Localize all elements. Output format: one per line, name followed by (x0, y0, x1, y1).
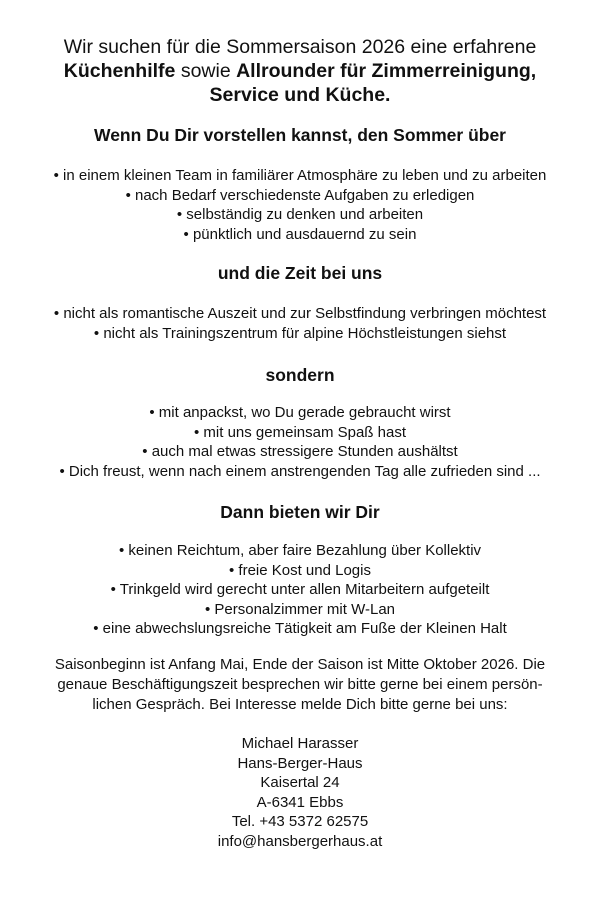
section-heading-instead: sondern (265, 365, 335, 385)
list-item: • mit anpackst, wo Du gerade gebraucht wirst (149, 404, 451, 421)
list-item: • freie Kost und Logis (228, 561, 371, 579)
list-item: • Dich freust, wenn nach einem anstrengenden Tag alle zufrieden sind ... (59, 462, 541, 480)
intro-connector: sowie (180, 60, 231, 82)
list-item: • Personalzimmer mit W-Lan (204, 600, 396, 618)
contact-company: Hans-Berger-Haus (237, 754, 363, 772)
list-item: • selbständig zu denken und arbeiten (176, 206, 424, 224)
list-item: • auch mal etwas stressigere Stunden aushältst (142, 443, 458, 461)
season-info-paragraph (0, 655, 600, 715)
list-benefits (0, 541, 600, 639)
list-item: • keinen Reichtum, aber faire Bezahlung über Kollektiv (118, 542, 482, 559)
contact-phone: Tel. +43 5372 62575 (231, 813, 369, 831)
list-item: • nicht als Trainingszentrum für alpine Höchstleistungen siehst (93, 324, 507, 342)
list-item: • pünktlich und ausdauernd zu sein (183, 225, 417, 243)
intro-line-3 (0, 83, 600, 107)
list-item: • nicht als romantische Auszeit und zur Selbstfindung verbringen möchtest (53, 305, 547, 322)
intro-line-1: Wir suchen für die Sommersaison 2026 eine erfahrene (63, 36, 537, 58)
section-heading-time: und die Zeit bei uns (217, 263, 383, 283)
contact-city: A-6341 Ebbs (256, 793, 344, 811)
position-allrounder: Allrounder für Zimmerreinigung, (236, 60, 537, 82)
season-info-line: lichen Gespräch. Bei Interesse melde Dich bitte gerne bei uns: (92, 696, 508, 713)
section-heading-we-offer: Dann bieten wir Dir (220, 502, 380, 522)
contact-name: Michael Harasser (241, 735, 359, 752)
section-heading-summer: Wenn Du Dir vorstellen kannst, den Sommer über (94, 125, 506, 145)
position-allrounder-cont: Service und Küche. (209, 84, 391, 106)
intro-line-2 (0, 59, 600, 83)
list-summer-expectations (0, 166, 600, 244)
intro-text (0, 35, 600, 107)
season-info-line: genaue Beschäftigungszeit besprechen wir bitte gerne bei einem persön- (57, 676, 543, 693)
list-item: • Trinkgeld wird gerecht unter allen Mitarbeitern aufgeteilt (110, 581, 490, 599)
list-time-with-us (0, 304, 600, 343)
list-item: • in einem kleinen Team in familiärer Atmosphäre zu leben und zu arbeiten (53, 167, 547, 184)
list-item: • eine abwechslungsreiche Tätigkeit am Fuße der Kleinen Halt (93, 620, 507, 638)
position-kitchen-helper: Küchenhilfe (63, 60, 176, 82)
contact-email: info@hansbergerhaus.at (217, 832, 383, 850)
contact-street: Kaisertal 24 (260, 774, 340, 792)
list-item: • nach Bedarf verschiedenste Aufgaben zu erledigen (125, 186, 475, 204)
list-instead (0, 403, 600, 481)
list-item: • mit uns gemeinsam Spaß hast (193, 423, 406, 441)
contact-block (0, 734, 600, 852)
season-info-line: Saisonbeginn ist Anfang Mai, Ende der Saison ist Mitte Oktober 2026. Die (54, 656, 546, 673)
